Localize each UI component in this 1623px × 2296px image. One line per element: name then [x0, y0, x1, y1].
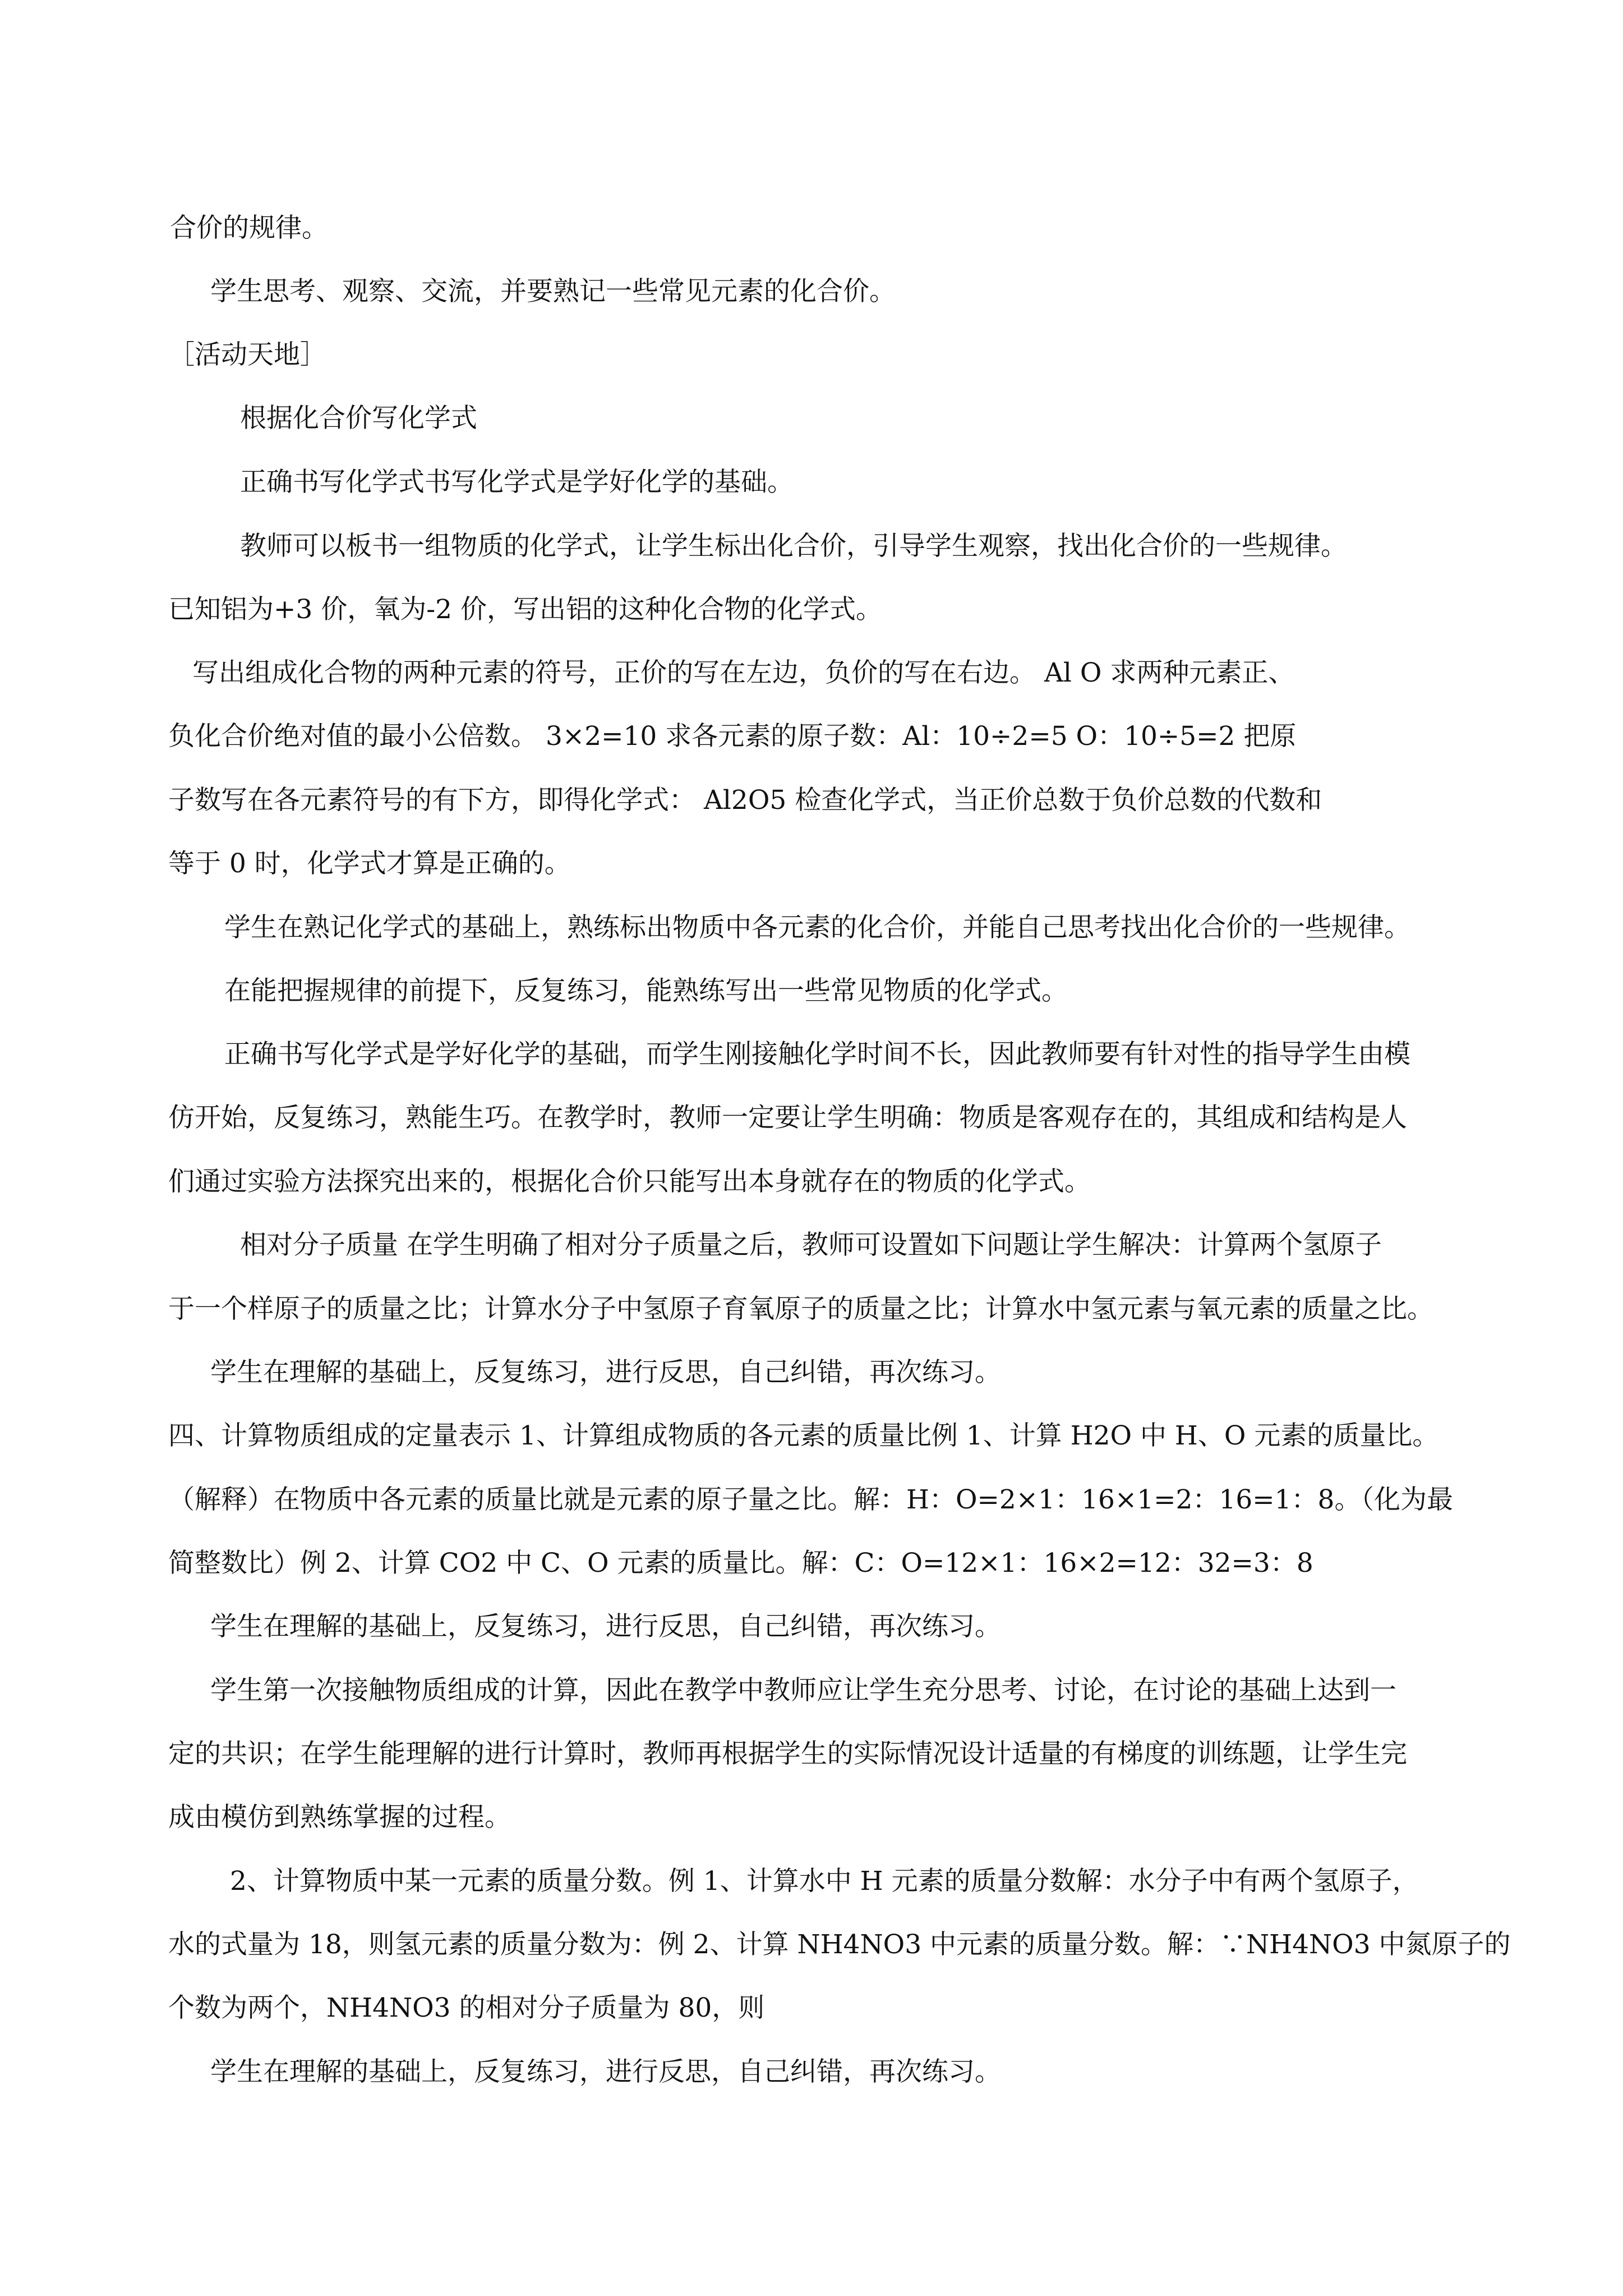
text-line: 负化合价绝对值的最小公倍数。 3×2=10 求各元素的原子数：Al：10÷2=5 O：10÷5=2 把原 [168, 721, 1297, 752]
text-line: 水的式量为 18，则氢元素的质量分数为：例 2、计算 NH4NO3 中元素的质量分数。解：∵NH4NO3 中氮原子的 [168, 1929, 1511, 1960]
text-line: 学生思考、观察、交流，并要熟记一些常见元素的化合价。 [210, 276, 896, 307]
text-line: 等于 0 时，化学式才算是正确的。 [168, 848, 571, 879]
text-line: 已知铝为+3 价，氧为-2 价，写出铝的这种化合物的化学式。 [168, 594, 882, 625]
text-line: 个数为两个，NH4NO3 的相对分子质量为 80，则 [168, 1993, 765, 2023]
text-line: （解释）在物质中各元素的质量比就是元素的原子量之比。解：H：O=2×1：16×1=2：16=1：8。（化为最 [168, 1484, 1453, 1515]
text-line: 合价的规律。 [170, 213, 328, 243]
text-line: 简整数比）例 2、计算 CO2 中 C、O 元素的质量比。解：C：O=12×1：16×2=12：32=3：8 [168, 1548, 1313, 1579]
text-line: 学生在熟记化学式的基础上，熟练标出物质中各元素的化合价，并能自己思考找出化合价的一些规律。 [224, 912, 1410, 943]
text-line: 在能把握规律的前提下，反复练习，能熟练写出一些常见物质的化学式。 [224, 976, 1068, 1006]
text-line: 于一个样原子的质量之比；计算水分子中氢原子育氧原子的质量之比；计算水中氢元素与氧元素的质量之比。 [168, 1294, 1433, 1324]
text-line: 们通过实验方法探究出来的，根据化合价只能写出本身就存在的物质的化学式。 [168, 1166, 1091, 1197]
text-line: 学生第一次接触物质组成的计算，因此在教学中教师应让学生充分思考、讨论，在讨论的基础上达到一 [210, 1675, 1396, 1706]
text-line: 四、计算物质组成的定量表示 1、计算组成物质的各元素的质量比例 1、计算 H2O 中 H、O 元素的质量比。 [168, 1420, 1439, 1451]
text-line: 正确书写化学式书写化学式是学好化学的基础。 [240, 467, 794, 498]
text-line: 学生在理解的基础上，反复练习，进行反思，自己纠错，再次练习。 [210, 2056, 1001, 2087]
text-line: 2、计算物质中某一元素的质量分数。例 1、计算水中 H 元素的质量分数解：水分子中有两个氢原子， [230, 1866, 1419, 1897]
section-heading: ［活动天地］ [168, 339, 326, 370]
text-line: 学生在理解的基础上，反复练习，进行反思，自己纠错，再次练习。 [210, 1611, 1001, 1642]
text-line: 正确书写化学式是学好化学的基础，而学生刚接触化学时间不长，因此教师要有针对性的指导学生由模 [224, 1039, 1410, 1070]
text-line: 仿开始，反复练习，熟能生巧。在教学时，教师一定要让学生明确：物质是客观存在的，其组成和结构是人 [168, 1102, 1407, 1133]
text-line: 定的共识；在学生能理解的进行计算时，教师再根据学生的实际情况设计适量的有梯度的训练题，让学生完 [168, 1738, 1407, 1769]
text-line: 子数写在各元素符号的有下方，即得化学式： Al2O5 检查化学式，当正价总数于负价总数的代数和 [168, 785, 1322, 816]
text-line: 学生在理解的基础上，反复练习，进行反思，自己纠错，再次练习。 [210, 1357, 1001, 1388]
text-line: 写出组成化合物的两种元素的符号，正价的写在左边，负价的写在右边。 Al O 求两种元素正、 [192, 657, 1295, 688]
text-line: 成由模仿到熟练掌握的过程。 [168, 1802, 511, 1833]
text-line: 教师可以板书一组物质的化学式，让学生标出化合价，引导学生观察，找出化合价的一些规律。 [240, 531, 1347, 562]
text-line: 相对分子质量 在学生明确了相对分子质量之后，教师可设置如下问题让学生解决：计算两个氢原子 [240, 1230, 1382, 1260]
text-line: 根据化合价写化学式 [240, 403, 477, 434]
